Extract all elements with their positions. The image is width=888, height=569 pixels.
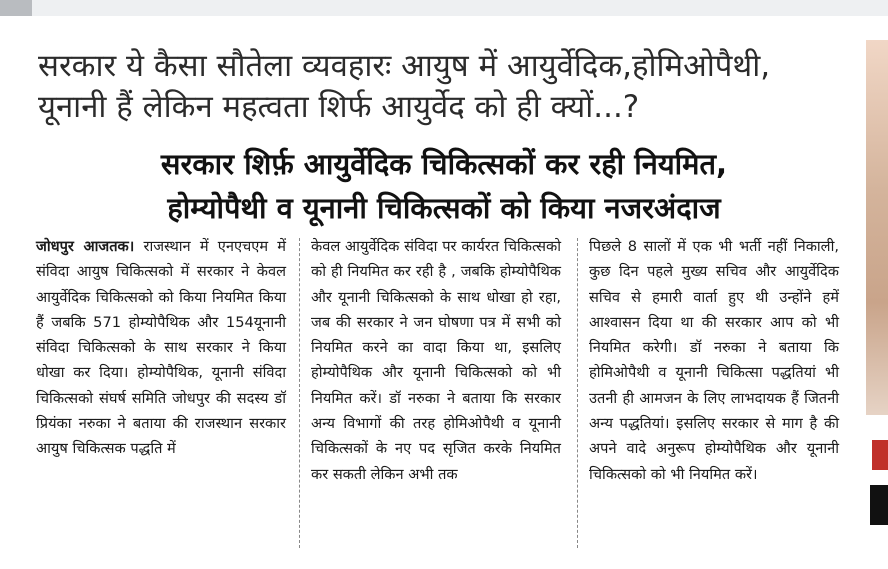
adjacent-headline-edge bbox=[872, 440, 888, 470]
top-margin-shadow bbox=[0, 0, 32, 16]
subheadline-line-1: सरकार शिर्फ़ आयुर्वेदिक चिकित्सकों कर रही नियमित, bbox=[160, 147, 728, 181]
headline-line-1: सरकार ये कैसा सौतेला व्यवहारः आयुष में आयुर्वेदिक,होमिओपैथी, bbox=[38, 48, 771, 84]
article-column-1 bbox=[36, 234, 286, 462]
column-divider bbox=[577, 238, 578, 548]
headline bbox=[38, 46, 850, 128]
column-1-text: राजस्थान में एनएचएम में संविदा आयुष चिकित्सको में सरकार ने केवल आयुर्वेदिक चिकित्सको को किया नियमित किया हैं जबकि 571 होम्योपैथिक और 154यूनानी संविदा चिकित्सको के साथ सरकार ने किया धोखा कर दिया। होम्योपैथिक, यूनानी संविदा चिकित्सको संघर्ष समिति जोधपुर की सदस्य डॉ प्रियंका नरुका ने बताया की राजस्थान सरकार आयुष चिकित्सक पद्धति में bbox=[36, 238, 286, 458]
adjacent-photo-edge bbox=[866, 40, 888, 415]
column-divider bbox=[299, 238, 300, 548]
subheadline bbox=[38, 142, 850, 230]
subheadline-line-2: होम्योपैथी व यूनानी चिकित्सकों को किया नजरअंदाज bbox=[167, 191, 721, 225]
top-margin-strip bbox=[0, 0, 888, 16]
dateline: जोधपुर आजतक। bbox=[36, 238, 135, 255]
article-column-3: पिछले 8 सालों में एक भी भर्ती नहीं निकाली, कुछ दिन पहले मुख्य सचिव और आयुर्वेदिक सचिव से हमारी वार्ता हुए थी उन्होंने हमें आश्वासन दिया था की सरकार आप को भी नियमित करेगी। डॉ नरुका ने बताया कि होमिओपैथी व यूनानी चिकित्सा पद्धतियां भी उतनी ही आमजन के लिए लाभदायक हैं जितनी अन्य पद्धतियां। इसलिए सरकार से माग है की अपने वादे अनुरूप होम्योपैथिक और यूनानी चिकित्सको को भी नियमित करें। bbox=[589, 238, 839, 483]
headline-line-2: यूनानी हैं लेकिन महत्वता शिर्फ आयुर्वेद को ही क्यों...? bbox=[38, 89, 640, 125]
article-body bbox=[36, 234, 839, 564]
article-column-2: केवल आयुर्वेदिक संविदा पर कार्यरत चिकित्सको को ही नियमित कर रही है , जबकि होम्योपैथिक और यूनानी चिकित्सको के साथ धोखा हो रहा, जब की सरकार ने जन घोषणा पत्र में सभी को नियमित करने का वादा किया था, इसलिए होम्योपैथिक और यूनानी चिकित्सको को भी नियमित करें। डॉ नरुका ने बताया कि सरकार अन्य विभागों की तरह होमिओपैथी व यूनानी चिकित्सकों के नए पद सृजित करके नियमित कर सकती लेकिन अभी तक bbox=[311, 238, 561, 483]
adjacent-text-edge bbox=[870, 485, 888, 525]
